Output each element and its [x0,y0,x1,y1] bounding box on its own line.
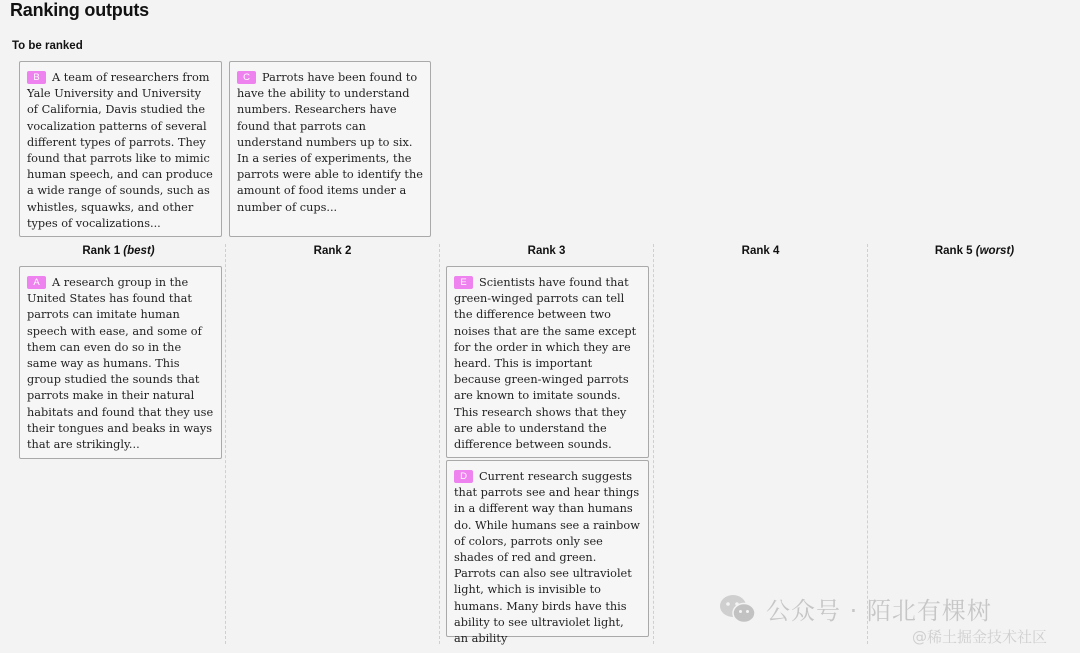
column-divider [867,244,868,644]
rank-label: Rank 3 [527,245,566,257]
card-text: Current research suggests that parrots see and hear things in a different way than humans do. While humans see a rainbow of colors, parrots only see shades of red and green. Parrots can also see ultraviolet light, which is invisible to humans. Many birds have this ability to see ultraviolet light, an ability [454,470,640,646]
rank-5-header [868,245,1080,257]
card-id-badge: A [27,276,46,289]
rank-4-header [654,245,867,257]
column-divider [439,244,440,644]
rank-label: Rank 2 [313,245,352,257]
rank-label: Rank 5 [934,245,973,257]
card-c[interactable] [229,61,431,237]
rank-1-header [12,245,225,257]
watermark-text: 公众号 · 陌北有棵树 [766,597,992,625]
watermark-sub: @稀土掘金技术社区 [912,628,1048,646]
card-id-badge: D [454,470,473,483]
card-a[interactable] [19,266,222,459]
rank-label: Rank 1 [82,245,121,257]
card-text: A research group in the United States has found that parrots can imitate human speech with ease, and some of them can even do so in the same way as humans. This group studied the sounds that parrots make in their natural habitats and found that they use their tongues and beaks in ways that are strikingly... [27,276,214,452]
wechat-icon [718,593,758,625]
rank-qualifier: (worst) [975,245,1015,257]
rank-qualifier: (best) [123,245,155,257]
card-id-badge: B [27,71,46,84]
card-text: Parrots have been found to have the ability to understand numbers. Researchers have found that parrots can understand numbers up to six. In a series of experiments, the parrots were able to identify the amount of food items under a number of cups... [237,71,423,214]
card-id-badge: C [237,71,256,84]
rank-3-header [440,245,653,257]
to-be-ranked-label: To be ranked [12,40,83,52]
rank-2-header [226,245,439,257]
page-title: Ranking outputs [10,0,149,20]
card-id-badge: E [454,276,473,289]
column-divider [225,244,226,644]
column-divider [653,244,654,644]
card-d[interactable] [446,460,649,646]
watermark [718,591,992,626]
card-text: Scientists have found that green-winged parrots can tell the difference between two noises that are the same except for the order in which they are heard. This is important because green-winged parrots are known to imitate sounds. This research shows that they are able to understand the difference between sounds. [454,276,637,452]
card-b[interactable] [19,61,222,237]
card-text: A team of researchers from Yale University and University of California, Davis studied the vocalization patterns of several different types of parrots. They found that parrots like to mimic human speech, and can produce a wide range of sounds, such as whistles, squawks, and other types of vocalizations... [27,71,213,230]
card-e[interactable] [446,266,649,458]
rank-label: Rank 4 [741,245,780,257]
